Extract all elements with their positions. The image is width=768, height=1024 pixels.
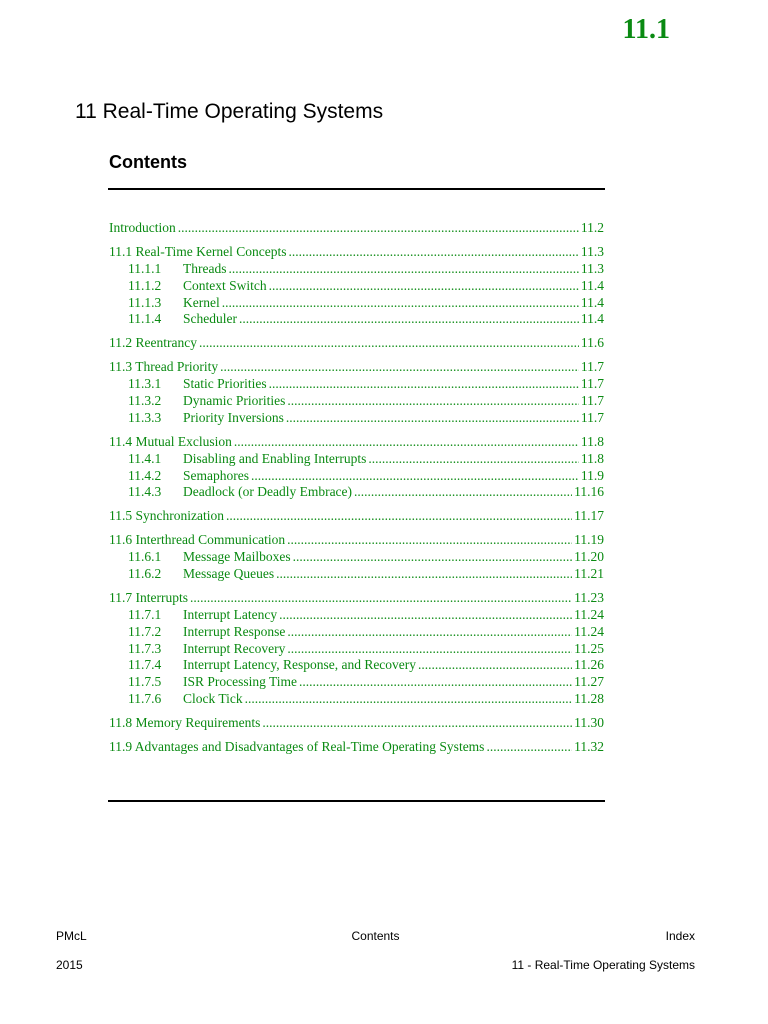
toc-entry-label: 11.2 Reentrancy: [109, 335, 197, 351]
toc-entry-number: 11.7.2: [128, 623, 162, 639]
toc-dot-leader: [190, 590, 572, 607]
toc-dot-leader: [486, 739, 572, 756]
toc-entry[interactable]: [109, 739, 604, 756]
toc-entry-label: 11.9 Advantages and Disadvantages of Real-Time Operating Systems: [109, 739, 485, 755]
toc-entry-number: 11.3.3: [128, 409, 162, 425]
toc-dot-leader: [178, 220, 579, 237]
toc-entry-page: 11.24: [574, 623, 604, 639]
toc-entry-page: 11.21: [574, 566, 604, 582]
toc-entry-page: 11.28: [574, 691, 604, 707]
footer-year: 2015: [56, 958, 83, 972]
toc-entry-label: Scheduler: [183, 311, 237, 327]
toc-entry[interactable]: [109, 657, 604, 674]
toc-entry-page: 11.8: [580, 450, 604, 466]
toc-dot-leader: [354, 484, 572, 501]
toc-dot-leader: [287, 624, 572, 641]
toc-dot-leader: [222, 295, 579, 312]
toc-entry-page: 11.4: [580, 277, 604, 293]
toc-entry-page: 11.23: [574, 589, 604, 605]
toc-entry-page: 11.6: [580, 335, 604, 351]
toc-entry-number: 11.4.2: [128, 467, 162, 483]
bottom-divider: [108, 800, 605, 802]
toc-entry[interactable]: [109, 451, 604, 468]
top-divider: [108, 188, 605, 190]
toc-entry-number: 11.7.4: [128, 657, 162, 673]
toc-entry-number: 11.7.3: [128, 640, 162, 656]
chapter-title: 11 Real-Time Operating Systems: [75, 100, 384, 123]
toc-dot-leader: [226, 508, 572, 525]
toc-entry-label: Disabling and Enabling Interrupts: [183, 450, 367, 466]
toc-entry-label: 11.8 Memory Requirements: [109, 715, 261, 731]
toc-entry-number: 11.1.1: [128, 260, 162, 276]
toc-entry-label: Priority Inversions: [183, 409, 284, 425]
toc-entry-label: Context Switch: [183, 277, 267, 293]
toc-dot-leader: [220, 359, 579, 376]
toc-entry-label: Static Priorities: [183, 376, 267, 392]
toc-entry-label: 11.1 Real-Time Kernel Concepts: [109, 243, 287, 259]
toc-entry[interactable]: [109, 295, 604, 312]
toc-entry-number: 11.6.2: [128, 566, 162, 582]
toc-entry-page: 11.3: [580, 243, 604, 259]
toc-entry-page: 11.8: [580, 433, 604, 449]
toc-entry-page: 11.26: [574, 657, 604, 673]
toc-entry-page: 11.25: [574, 640, 604, 656]
toc-entry-page: 11.32: [574, 739, 604, 755]
footer-index-link[interactable]: Index: [665, 929, 695, 943]
toc-entry-label: Introduction: [109, 220, 176, 235]
toc-entry-number: 11.6.1: [128, 549, 162, 565]
toc-entry-label: 11.5 Synchronization: [109, 508, 224, 524]
toc-entry-page: 11.24: [574, 606, 604, 622]
toc-entry-label: 11.6 Interthread Communication: [109, 532, 286, 548]
toc-entry[interactable]: [109, 278, 604, 295]
toc-entry[interactable]: [109, 311, 604, 328]
toc-entry-number: 11.1.2: [128, 277, 162, 293]
toc-entry-page: 11.4: [580, 311, 604, 327]
toc-entry-page: 11.7: [580, 409, 604, 425]
toc-dot-leader: [245, 691, 572, 708]
toc-entry[interactable]: [109, 691, 604, 708]
toc-entry-label: Message Queues: [183, 566, 275, 582]
toc-entry-label: Kernel: [183, 294, 220, 310]
toc-entry-label: Threads: [183, 260, 227, 276]
toc-dot-leader: [251, 468, 579, 485]
toc-entry-number: 11.3.1: [128, 376, 162, 392]
toc-entry-label: ISR Processing Time: [183, 674, 298, 690]
page-number: 11.1: [622, 14, 670, 45]
toc-entry[interactable]: [109, 674, 604, 691]
toc-dot-leader: [262, 715, 572, 732]
footer-author: PMcL: [56, 929, 87, 943]
toc-entry-label: Interrupt Response: [183, 623, 286, 639]
toc-entry-page: 11.27: [574, 674, 604, 690]
toc-entry[interactable]: [109, 566, 604, 583]
toc-entry-page: 11.16: [574, 484, 604, 500]
toc-entry[interactable]: [109, 484, 604, 501]
toc-dot-leader: [234, 434, 579, 451]
toc-entry-page: 11.20: [574, 549, 604, 565]
toc-entry-number: 11.1.4: [128, 311, 162, 327]
toc-dot-leader: [228, 261, 578, 278]
toc-entry-label: Interrupt Latency, Response, and Recovery: [183, 657, 417, 673]
toc-entry-number: 11.7.1: [128, 606, 162, 622]
toc-dot-leader: [288, 244, 578, 261]
toc-entry[interactable]: [109, 335, 604, 352]
toc-entry-page: 11.7: [580, 393, 604, 409]
toc-entry-number: 11.4.3: [128, 484, 162, 500]
toc-dot-leader: [287, 641, 572, 658]
toc-entry-page: 11.7: [580, 376, 604, 392]
toc-entry-page: 11.17: [574, 508, 604, 524]
toc-entry-page: 11.9: [580, 467, 604, 483]
toc-entry-number: 11.4.1: [128, 450, 162, 466]
toc-entry[interactable]: [109, 261, 604, 278]
toc-entry-label: Clock Tick: [183, 691, 243, 707]
toc-entry[interactable]: [109, 624, 604, 641]
toc-dot-leader: [287, 532, 572, 549]
toc-list: [109, 220, 604, 756]
toc-entry-label: Interrupt Recovery: [183, 640, 286, 656]
toc-dot-leader: [368, 451, 579, 468]
toc-dot-leader: [269, 278, 579, 295]
toc-dot-leader: [199, 335, 579, 352]
footer-chapter-name: 11 - Real-Time Operating Systems: [511, 958, 695, 972]
toc-entry-label: 11.7 Interrupts: [109, 589, 188, 605]
toc-entry-number: 11.7.6: [128, 691, 162, 707]
toc-entry[interactable]: [109, 715, 604, 732]
toc-entry[interactable]: [109, 376, 604, 393]
toc-entry[interactable]: [109, 393, 604, 410]
toc-entry-label: Semaphores: [183, 467, 249, 483]
toc-entry-label: Dynamic Priorities: [183, 393, 286, 409]
toc-dot-leader: [239, 311, 579, 328]
contents-heading: Contents: [109, 152, 187, 172]
toc-entry-number: 11.3.2: [128, 393, 162, 409]
toc-dot-leader: [286, 410, 579, 427]
toc-entry-page: 11.30: [574, 715, 604, 731]
toc-entry[interactable]: [109, 549, 604, 566]
toc-entry-page: 11.2: [580, 220, 604, 235]
toc-entry[interactable]: [109, 434, 604, 451]
toc-entry[interactable]: [109, 532, 604, 549]
toc-entry[interactable]: [109, 607, 604, 624]
toc-entry[interactable]: [109, 590, 604, 607]
toc-entry-label: 11.3 Thread Priority: [109, 359, 219, 375]
toc-entry[interactable]: [109, 641, 604, 658]
toc-entry[interactable]: [109, 244, 604, 261]
toc-entry[interactable]: [109, 468, 604, 485]
toc-entry-label: Deadlock (or Deadly Embrace): [183, 484, 353, 500]
toc-dot-leader: [279, 607, 572, 624]
toc-entry-page: 11.3: [580, 260, 604, 276]
toc-entry-number: 11.1.3: [128, 294, 162, 310]
toc-dot-leader: [276, 566, 572, 583]
toc-entry-number: 11.7.5: [128, 674, 162, 690]
toc-entry-label: Interrupt Latency: [183, 606, 278, 622]
toc-dot-leader: [287, 393, 579, 410]
toc-entry[interactable]: [109, 220, 604, 237]
footer-contents-link[interactable]: Contents: [351, 929, 400, 943]
toc-entry-page: 11.19: [574, 532, 604, 548]
toc-dot-leader: [299, 674, 572, 691]
toc-entry-label: Message Mailboxes: [183, 549, 291, 565]
toc-entry[interactable]: [109, 359, 604, 376]
toc-dot-leader: [269, 376, 579, 393]
toc-entry-page: 11.4: [580, 294, 604, 310]
toc-entry[interactable]: [109, 410, 604, 427]
toc-dot-leader: [293, 549, 573, 566]
toc-entry[interactable]: [109, 508, 604, 525]
toc-entry-page: 11.7: [580, 359, 604, 375]
toc-entry-label: 11.4 Mutual Exclusion: [109, 433, 232, 449]
toc-dot-leader: [418, 657, 572, 674]
